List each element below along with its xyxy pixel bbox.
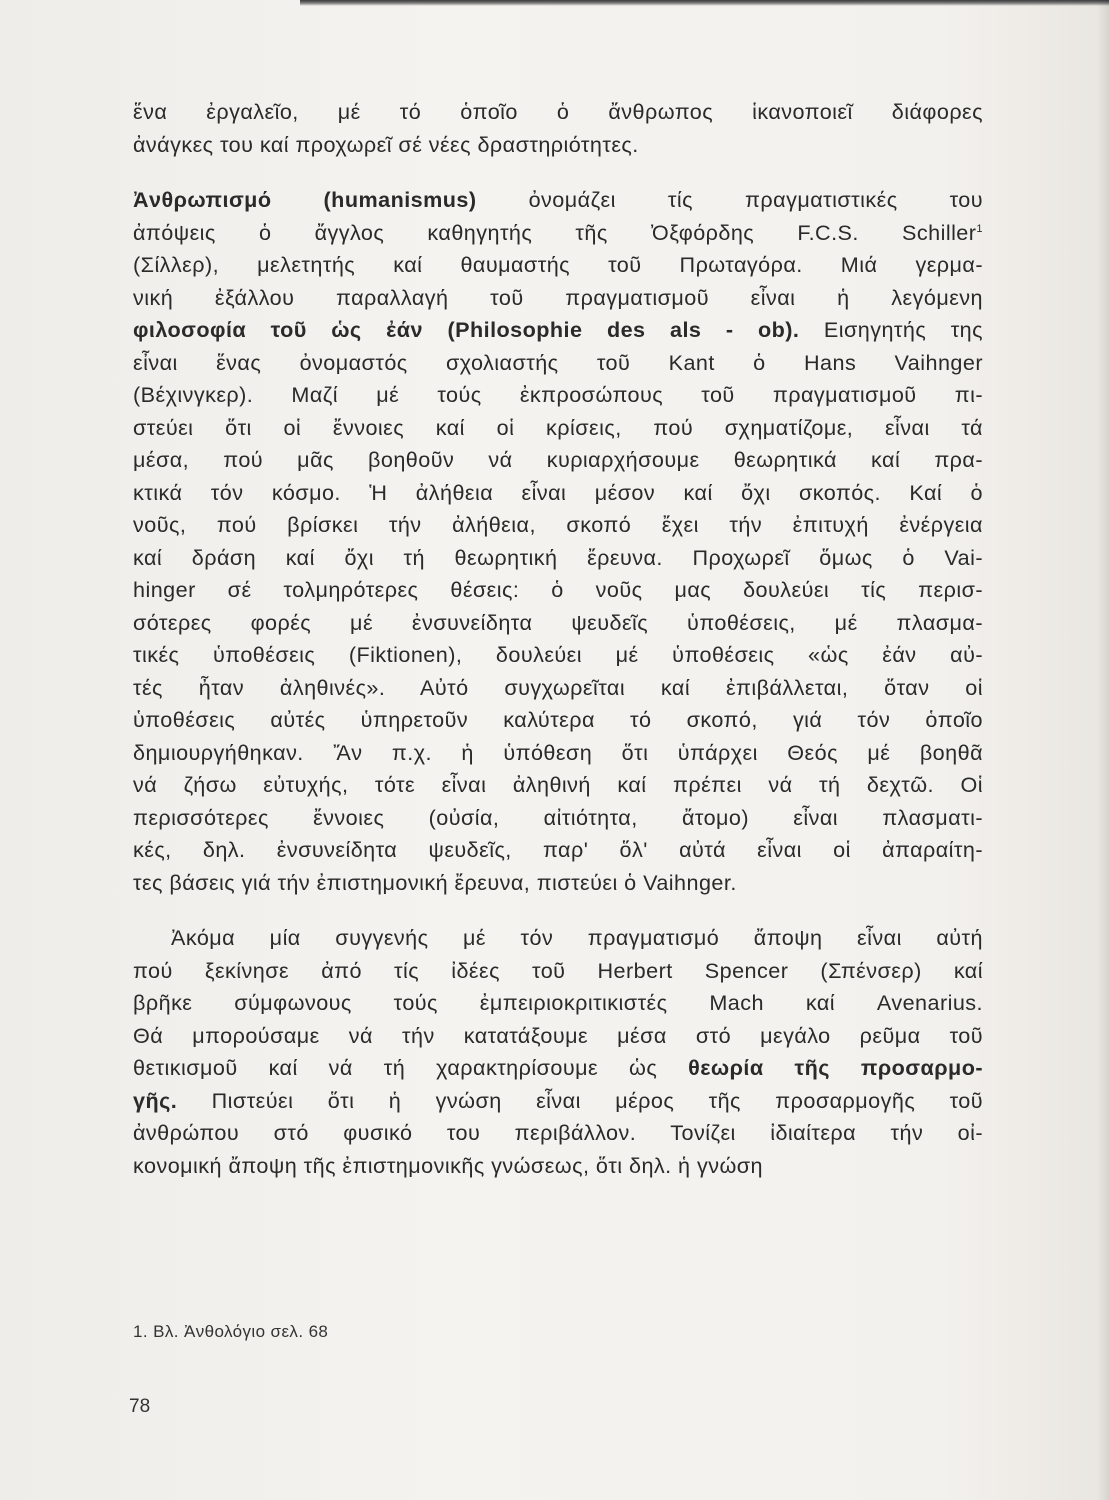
paragraph-adaptation	[133, 922, 983, 1182]
text-line: νοῦς, πού βρίσκει τήν ἀλήθεια, σκοπό ἔχει τήν ἐπιτυχή ἐνέργεια	[133, 512, 983, 537]
text-line: Ἀνθρωπισμό (humanismus) ὀνομάζει τίς πραγματιστικές του	[133, 187, 984, 212]
text-line: ἀνάγκες του καί προχωρεῖ σέ νέες δραστηριότητες.	[133, 131, 639, 157]
term-philosophie-als-ob: φιλοσοφία τοῦ ὡς ἐάν (Philosophie des als - ob).	[133, 317, 800, 342]
text-line: θετικισμοῦ καί νά τή χαρακτηρίσουμε ὡς θεωρία τῆς προσαρμο-	[133, 1055, 983, 1080]
term-adaptation-theory-end: γῆς.	[133, 1087, 178, 1113]
paragraph-continuation	[133, 96, 983, 161]
scan-top-edge	[300, 0, 1109, 6]
text-line: κονομική ἄποψη τῆς ἐπιστημονικῆς γνώσεως, ὅτι δηλ. ἡ γνώση	[133, 1152, 764, 1178]
page-number: 78	[129, 1396, 151, 1417]
text-line: (Βέχινγκερ). Μαζί μέ τούς ἐκπροσώπους τοῦ πραγματισμοῦ πι-	[133, 382, 983, 407]
text-line: στεύει ὅτι οἱ ἔννοιες καί οἱ κρίσεις, πού σχηματίζομε, εἶναι τά	[133, 414, 983, 440]
text-line: γῆς. Πιστεύει ὅτι ἡ γνώση εἶναι μέρος τῆς προσαρμογῆς τοῦ	[133, 1087, 983, 1113]
text-line: εἶναι ἕνας ὀνομαστός σχολιαστής τοῦ Kant ὁ Hans Vaihnger	[133, 349, 983, 375]
text-line: δημιουργήθηκαν. Ἄν π.χ. ἡ ὑπόθεση ὅτι ὑπάρχει Θεός μέ βοηθᾶ	[133, 739, 983, 765]
text-line: ἕνα ἐργαλεῖο, μέ τό ὁποῖο ὁ ἄνθρωπος ἱκανοποιεῖ διάφορες	[133, 99, 983, 124]
text-line: νική ἐξάλλου παραλλαγή τοῦ πραγματισμοῦ εἶναι ἡ λεγόμενη	[133, 284, 983, 310]
text-line: τές ἦταν ἀληθινές». Αὐτό συγχωρεῖται καί ἐπιβάλλεται, ὅταν οἱ	[133, 674, 983, 700]
text-line: νά ζήσω εὐτυχής, τότε εἶναι ἀληθινή καί πρέπει νά τή δεχτῶ. Οἱ	[133, 772, 983, 797]
term-adaptation-theory: θεωρία τῆς προσαρμο-	[688, 1055, 983, 1080]
text-line: ἀνθρώπου στό φυσικό του περιβάλλον. Τονίζει ἰδιαίτερα τήν οἰ-	[133, 1120, 983, 1145]
text-line: κές, δηλ. ἐνσυνείδητα ψευδεῖς, παρ' ὅλ' αὐτά εἶναι οἱ ἀπαραίτη-	[133, 837, 983, 862]
text-line: κτικά τόν κόσμο. Ἡ ἀλήθεια εἶναι μέσον καί ὄχι σκοπός. Καί ὁ	[133, 479, 983, 505]
footnote: 1. Βλ. Ἀνθολόγιο σελ. 68	[133, 1322, 329, 1341]
page-gutter-shadow	[1097, 0, 1109, 1500]
text-line: σότερες φορές μέ ἐνσυνείδητα ψευδεῖς ὑποθέσεις, μέ πλασμα-	[133, 609, 983, 635]
text-line: Ἀκόμα μία συγγενής μέ τόν πραγματισμό ἄποψη εἶναι αὐτή	[171, 925, 983, 950]
text-line: μέσα, πού μᾶς βοηθοῦν νά κυριαρχήσουμε θεωρητικά καί πρα-	[133, 447, 983, 472]
text-line: (Σίλλερ), μελετητής καί θαυμαστής τοῦ Πρωταγόρα. Μιά γερμα-	[133, 252, 983, 277]
text-line: πού ξεκίνησε ἀπό τίς ἰδέες τοῦ Herbert Spencer (Σπένσερ) καί	[133, 957, 983, 983]
text-line: περισσότερες ἔννοιες (οὐσία, αἰτιότητα, ἄτομο) εἶναι πλασματι-	[133, 804, 983, 830]
text-line: καί δράση καί ὄχι τή θεωρητική ἔρευνα. Προχωρεῖ ὅμως ὁ Vai-	[133, 544, 983, 570]
text-line: τικές ὑποθέσεις (Fiktionen), δουλεύει μέ ὑποθέσεις «ὡς ἐάν αὐ-	[133, 642, 983, 667]
paragraph-humanism	[133, 184, 983, 899]
footnote-marker: 1	[976, 222, 983, 235]
body-text	[133, 96, 983, 1182]
term-humanism: Ἀνθρωπισμό (humanismus)	[133, 187, 477, 212]
text-line: φιλοσοφία τοῦ ὡς ἐάν (Philosophie des als - ob). Εισηγητής της	[133, 317, 983, 342]
text-line: ἀπόψεις ὁ ἄγγλος καθηγητής τῆς Ὀξφόρδης F.C.S. Schiller$^1$	[133, 219, 983, 245]
text-line: ὑποθέσεις αὐτές ὑπηρετοῦν καλύτερα τό σκοπό, γιά τόν ὁποῖο	[133, 707, 983, 732]
text-line: Θά μπορούσαμε νά τήν κατατάξουμε μέσα στό μεγάλο ρεῦμα τοῦ	[133, 1022, 983, 1048]
text-line: βρῆκε σύμφωνους τούς ἐμπειριοκριτικιστές Mach καί Avenarius.	[133, 990, 983, 1015]
text-line: hinger σέ τολμηρότερες θέσεις: ὁ νοῦς μας δουλεύει τίς περισ-	[133, 577, 983, 602]
text-line: τες βάσεις γιά τήν ἐπιστημονική ἔρευνα, πιστεύει ὁ Vaihnger.	[133, 869, 737, 895]
